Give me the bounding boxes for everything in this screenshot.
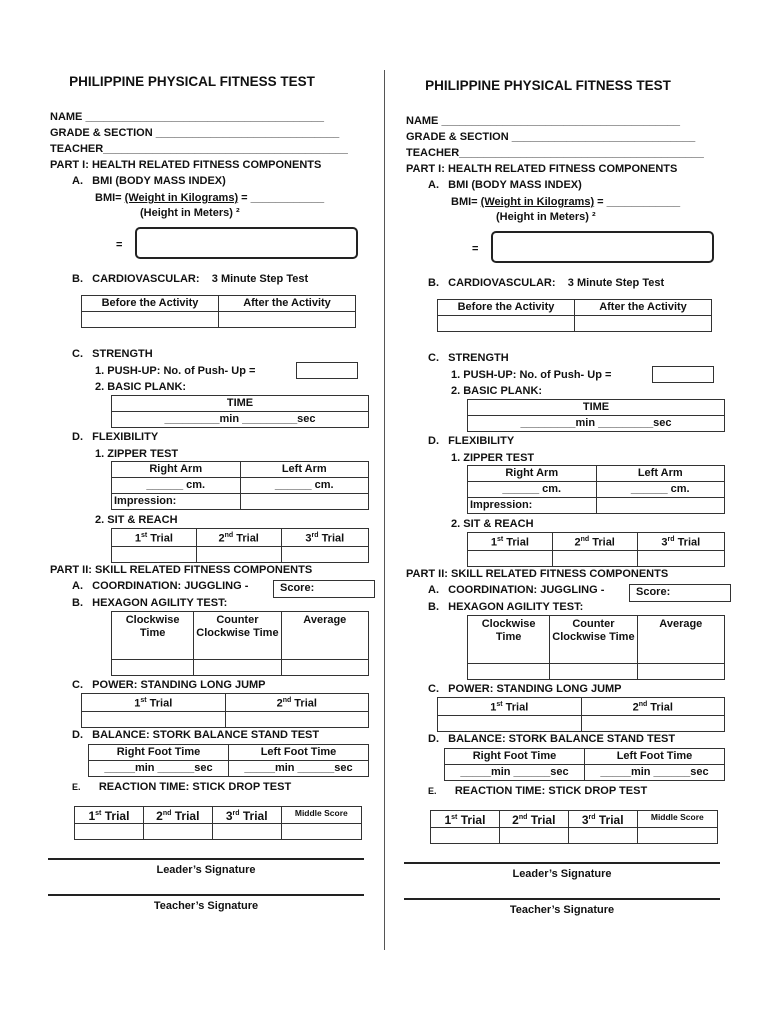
bmi-heading: A. BMI (BODY MASS INDEX) [72, 175, 226, 187]
cardio-heading: B. CARDIOVASCULAR: 3 Minute Step Test [72, 273, 309, 285]
bmi-heading: A. BMI (BODY MASS INDEX) [428, 179, 582, 191]
hex-clockwise-header: Clockwise Time [112, 612, 194, 660]
part1-heading: PART I: HEALTH RELATED FITNESS COMPONENTS [406, 163, 678, 175]
teacher-field[interactable]: TEACHER________________________________________ [406, 147, 704, 159]
leader-signature-label: Leader’s Signature [156, 864, 256, 876]
hex-counter-header: Counter Clockwise Time [550, 616, 637, 664]
balance-left-cell[interactable]: _____min ______sec [229, 761, 369, 777]
sitreach-trial-3-cell[interactable] [637, 550, 724, 566]
cardio-after-header: After the Activity [219, 296, 356, 312]
flexibility-heading: D. FLEXIBILITY [72, 431, 159, 443]
hex-average-cell[interactable] [637, 664, 724, 680]
bmi-equals-sign: = [472, 243, 479, 255]
impression-empty[interactable] [596, 498, 725, 514]
power-table [81, 693, 369, 728]
sitreach-trial-1-cell[interactable] [468, 550, 553, 566]
leader-signature-label: Leader’s Signature [512, 868, 612, 880]
sitreach-label: 2. SIT & REACH [451, 518, 534, 530]
power-trial-1-header: 1st Trial [438, 698, 582, 716]
hex-counter-cell[interactable] [194, 660, 281, 676]
pushup-input[interactable] [296, 362, 358, 379]
plank-time-header: TIME [468, 400, 725, 416]
reaction-trial-1-cell[interactable] [431, 828, 500, 844]
balance-right-header: Right Foot Time [89, 745, 229, 761]
power-trial-1-cell[interactable] [438, 715, 582, 731]
zipper-left-header: Left Arm [596, 466, 725, 482]
grade-section-field[interactable]: GRADE & SECTION ______________________________ [50, 127, 340, 139]
plank-time-header: TIME [112, 396, 369, 412]
zipper-table [111, 461, 369, 510]
coordination-heading: A. COORDINATION: JUGGLING - [428, 584, 605, 596]
plank-table [111, 395, 369, 428]
sitreach-trial-2-header: 2nd Trial [196, 529, 281, 547]
fitness-form-right [356, 4, 740, 1028]
form-title: PHILIPPINE PHYSICAL FITNESS TEST [425, 78, 671, 93]
power-trial-2-cell[interactable] [225, 711, 369, 727]
juggling-score-box[interactable]: Score: [629, 584, 731, 602]
sitreach-trial-2-header: 2nd Trial [552, 533, 637, 551]
impression-empty[interactable] [240, 494, 369, 510]
leader-signature-line[interactable] [48, 858, 364, 860]
sitreach-trial-1-header: 1st Trial [112, 529, 197, 547]
sitreach-trial-3-header: 3rd Trial [281, 529, 368, 547]
reaction-trial-1-cell[interactable] [75, 824, 144, 840]
juggling-score-box[interactable]: Score: [273, 580, 375, 598]
cardio-table [81, 295, 356, 328]
reaction-trial-3-header: 3rd Trial [212, 807, 281, 824]
plank-table [467, 399, 725, 432]
teacher-signature-label: Teacher’s Signature [509, 904, 615, 916]
strength-heading: C. STRENGTH [428, 352, 509, 364]
plank-label: 2. BASIC PLANK: [451, 385, 543, 397]
zipper-right-header: Right Arm [112, 462, 241, 478]
bmi-result-box[interactable] [491, 231, 714, 263]
sitreach-trial-3-header: 3rd Trial [637, 533, 724, 551]
zipper-left-cell[interactable]: ______ cm. [240, 478, 369, 494]
reaction-trial-1-header: 1st Trial [75, 807, 144, 824]
impression-cell[interactable]: Impression: [112, 494, 241, 510]
reaction-trial-3-header: 3rd Trial [568, 811, 637, 828]
part1-heading: PART I: HEALTH RELATED FITNESS COMPONENTS [50, 159, 322, 171]
power-trial-1-header: 1st Trial [82, 694, 226, 712]
reaction-heading: E. REACTION TIME: STICK DROP TEST [428, 785, 648, 797]
cardio-before-header: Before the Activity [82, 296, 219, 312]
balance-left-header: Left Foot Time [229, 745, 369, 761]
hex-average-header: Average [281, 612, 368, 660]
cardio-after-header: After the Activity [575, 300, 712, 316]
bmi-formula: BMI= (Weight in Kilograms) = ____________ [95, 192, 325, 204]
power-table [437, 697, 725, 732]
middle-score-header: Middle Score [281, 807, 361, 824]
hexagon-table [111, 611, 369, 676]
strength-heading: C. STRENGTH [72, 348, 153, 360]
sitreach-trial-1-header: 1st Trial [468, 533, 553, 551]
middle-score-cell[interactable] [281, 824, 361, 840]
reaction-trial-3-cell[interactable] [212, 824, 281, 840]
balance-table [88, 744, 369, 777]
hex-clockwise-header: Clockwise Time [468, 616, 550, 664]
coordination-heading: A. COORDINATION: JUGGLING - [72, 580, 249, 592]
sitreach-table [467, 532, 725, 567]
balance-left-header: Left Foot Time [585, 749, 725, 765]
zipper-label: 1. ZIPPER TEST [451, 452, 535, 464]
sitreach-label: 2. SIT & REACH [95, 514, 178, 526]
reaction-heading: E. REACTION TIME: STICK DROP TEST [72, 781, 292, 793]
power-trial-2-header: 2nd Trial [581, 698, 725, 716]
part2-heading: PART II: SKILL RELATED FITNESS COMPONENTS [406, 568, 669, 580]
reaction-table [430, 810, 718, 844]
cardio-before-header: Before the Activity [438, 300, 575, 316]
teacher-field[interactable]: TEACHER________________________________________ [50, 143, 348, 155]
balance-table [444, 748, 725, 781]
reaction-trial-2-cell[interactable] [499, 828, 568, 844]
name-field[interactable]: NAME _______________________________________ [406, 115, 681, 127]
middle-score-header: Middle Score [637, 811, 717, 828]
power-heading: C. POWER: STANDING LONG JUMP [72, 679, 266, 691]
teacher-signature-line[interactable] [404, 898, 720, 900]
zipper-label: 1. ZIPPER TEST [95, 448, 179, 460]
cardio-before-cell[interactable] [438, 316, 575, 332]
zipper-left-cell[interactable]: ______ cm. [596, 482, 725, 498]
power-trial-1-cell[interactable] [82, 711, 226, 727]
flexibility-heading: D. FLEXIBILITY [428, 435, 515, 447]
hexagon-table [467, 615, 725, 680]
hexagon-heading: B. HEXAGON AGILITY TEST: [72, 597, 228, 609]
bmi-equals-sign: = [116, 239, 123, 251]
reaction-trial-3-cell[interactable] [568, 828, 637, 844]
middle-score-cell[interactable] [637, 828, 717, 844]
zipper-left-header: Left Arm [240, 462, 369, 478]
balance-left-cell[interactable]: _____min ______sec [585, 765, 725, 781]
reaction-trial-2-header: 2nd Trial [499, 811, 568, 828]
plank-time-cell[interactable]: _________min _________sec [468, 416, 725, 432]
hex-counter-cell[interactable] [550, 664, 637, 680]
power-trial-2-header: 2nd Trial [225, 694, 369, 712]
balance-heading: D. BALANCE: STORK BALANCE STAND TEST [72, 729, 320, 741]
plank-time-cell[interactable]: _________min _________sec [112, 412, 369, 428]
bmi-formula: BMI= (Weight in Kilograms) = ____________ [451, 196, 681, 208]
pushup-input[interactable] [652, 366, 714, 383]
sitreach-trial-2-cell[interactable] [196, 546, 281, 562]
pushup-label: 1. PUSH-UP: No. of Push- Up = [95, 365, 256, 377]
part2-heading: PART II: SKILL RELATED FITNESS COMPONENTS [50, 564, 313, 576]
grade-section-field[interactable]: GRADE & SECTION ______________________________ [406, 131, 696, 143]
hex-clockwise-cell[interactable] [468, 664, 550, 680]
zipper-table [467, 465, 725, 514]
teacher-signature-label: Teacher’s Signature [153, 900, 259, 912]
cardio-after-cell[interactable] [219, 312, 356, 328]
form-title: PHILIPPINE PHYSICAL FITNESS TEST [69, 74, 315, 89]
cardio-before-cell[interactable] [82, 312, 219, 328]
bmi-denominator: (Height in Meters) ² [140, 207, 240, 219]
balance-right-cell[interactable]: _____min ______sec [445, 765, 585, 781]
hexagon-heading: B. HEXAGON AGILITY TEST: [428, 601, 584, 613]
power-heading: C. POWER: STANDING LONG JUMP [428, 683, 622, 695]
balance-right-cell[interactable]: _____min ______sec [89, 761, 229, 777]
name-field[interactable]: NAME _______________________________________ [50, 111, 325, 123]
teacher-signature-line[interactable] [48, 894, 364, 896]
zipper-right-header: Right Arm [468, 466, 597, 482]
sitreach-table [111, 528, 369, 563]
sitreach-trial-2-cell[interactable] [552, 550, 637, 566]
balance-heading: D. BALANCE: STORK BALANCE STAND TEST [428, 733, 676, 745]
balance-right-header: Right Foot Time [445, 749, 585, 765]
power-trial-2-cell[interactable] [581, 715, 725, 731]
zipper-right-cell[interactable]: ______ cm. [112, 478, 241, 494]
hex-clockwise-cell[interactable] [112, 660, 194, 676]
plank-label: 2. BASIC PLANK: [95, 381, 187, 393]
reaction-table [74, 806, 362, 840]
cardio-table [437, 299, 712, 332]
hex-counter-header: Counter Clockwise Time [194, 612, 281, 660]
reaction-trial-1-header: 1st Trial [431, 811, 500, 828]
cardio-heading: B. CARDIOVASCULAR: 3 Minute Step Test [428, 277, 665, 289]
reaction-trial-2-cell[interactable] [143, 824, 212, 840]
pushup-label: 1. PUSH-UP: No. of Push- Up = [451, 369, 612, 381]
cardio-after-cell[interactable] [575, 316, 712, 332]
impression-cell[interactable]: Impression: [468, 498, 597, 514]
bmi-denominator: (Height in Meters) ² [496, 211, 596, 223]
fitness-form-left [0, 0, 384, 1024]
hex-average-header: Average [637, 616, 724, 664]
reaction-trial-2-header: 2nd Trial [143, 807, 212, 824]
zipper-right-cell[interactable]: ______ cm. [468, 482, 597, 498]
bmi-result-box[interactable] [135, 227, 358, 259]
sitreach-trial-1-cell[interactable] [112, 546, 197, 562]
leader-signature-line[interactable] [404, 862, 720, 864]
